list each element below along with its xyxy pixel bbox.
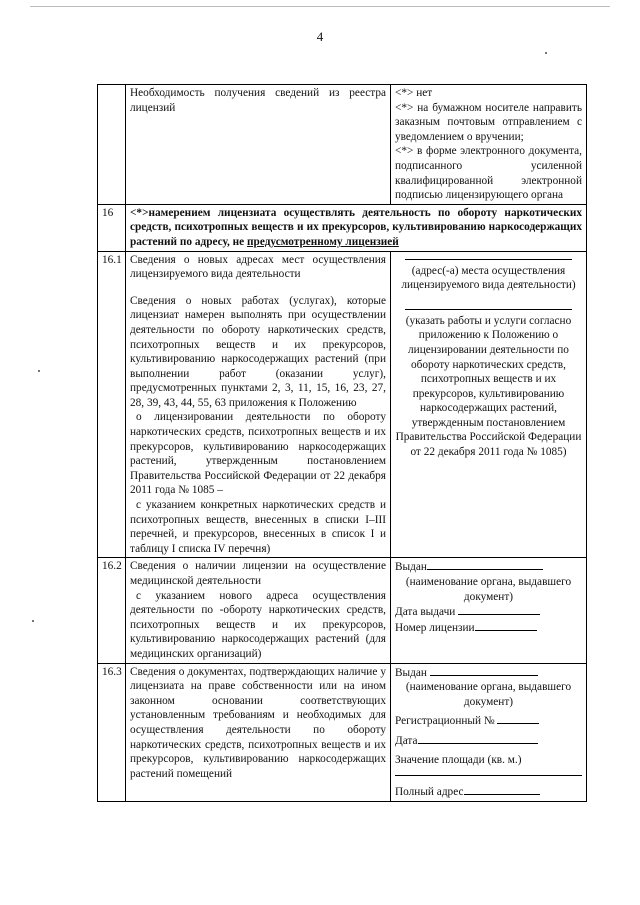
- table-row: [98, 204, 587, 251]
- new-addresses-info: [126, 251, 391, 558]
- row-number-16-3: 16.3: [98, 663, 126, 801]
- section-16-heading: [126, 204, 587, 251]
- row-number-16: 16: [98, 204, 126, 251]
- section-16-heading-text: <*>намерением лицензиата осуществлять деятельность по обороту наркотических средств, психотропных веществ и их прекурсоров, культивированию наркосодержащих растений по адресу, не предусмотренному лицензией: [130, 206, 582, 248]
- scan-speck: [545, 52, 547, 54]
- option-paper: <*> на бумажном носителе направить заказным почтовым отправлением с уведомлением о вручении;: [395, 101, 582, 143]
- new-addresses-fields: [391, 251, 587, 558]
- option-electronic: <*> в форме электронного документа, подписанного усиленной квалифицированной электронной подписью лицензирующего органа: [395, 145, 582, 202]
- issued-field[interactable]: [427, 559, 543, 570]
- works-caption: (указать работы и услуги согласно приложению к Положению о лицензировании деятельности по обороту наркотических средств, психотропных веществ и их прекурсоров, культивированию наркосодержащих растений, утвержденным постановлением Правительства Российской Федерации от 22 декабря 2011 года № 1085): [395, 314, 582, 459]
- works-fill-line[interactable]: [405, 309, 572, 310]
- row-number-cell: [98, 85, 126, 205]
- medical-license-fields: [391, 558, 587, 663]
- regulation-ref: о лицензировании деятельности по обороту наркотических средств, психотропных веществ и их прекурсоров, культивированию наркосодержащих растений, утвержденным постановлением Правительства Российской Федерации от 22 декабря 2011 года № 1085 –: [130, 411, 386, 497]
- full-address-label: Полный адрес: [395, 786, 464, 799]
- date-label: Дата: [395, 734, 418, 747]
- registry-info-label: Необходимость получения сведений из реестра лицензий: [126, 85, 391, 205]
- premises-docs-fields: [391, 663, 587, 801]
- substances-note: с указанием конкретных наркотических средств и психотропных веществ, внесенных в списки I–III перечней, и прекурсоров, внесенных в список I и таблицу I списка IV перечня): [130, 499, 386, 555]
- page-top-border: [30, 6, 610, 7]
- section-16-underlined-phrase: предусмотренному лицензией: [247, 235, 399, 248]
- license-number-field[interactable]: [475, 620, 537, 631]
- medical-license-info: [126, 558, 391, 663]
- option-no: <*> нет: [395, 87, 433, 99]
- scan-speck: [32, 620, 34, 622]
- page-number: 4: [316, 29, 324, 44]
- scan-speck: [38, 370, 40, 372]
- table-row: [98, 251, 587, 558]
- issue-date-label: Дата выдачи: [395, 606, 456, 619]
- issued-caption: (наименование органа, выдавшего документ): [405, 681, 572, 708]
- issue-date-field[interactable]: [458, 604, 540, 615]
- registration-number-field[interactable]: [497, 713, 539, 724]
- issued-label: Выдан: [395, 666, 427, 679]
- row-number-16-1: 16.1: [98, 251, 126, 558]
- license-number-label: Номер лицензии: [395, 621, 475, 634]
- address-caption: (адрес(-а) места осуществления лицензируемого вида деятельности): [401, 264, 576, 292]
- address-fill-line[interactable]: [405, 259, 572, 260]
- registry-info-options: [391, 85, 587, 205]
- medical-license-note: с указанием нового адреса осуществления деятельности по -обороту наркотических средств, психотропных веществ и их прекурсоров, культивированию наркосодержащих растений (для медицинских организаций): [130, 589, 386, 660]
- area-field[interactable]: [395, 775, 582, 776]
- area-label: Значение площади (кв. м.): [395, 753, 522, 766]
- row-number-16-2: 16.2: [98, 558, 126, 663]
- table-row: [98, 558, 587, 663]
- new-works-label: Сведения о новых работах (услугах), которые лицензиат намерен выполнять при осуществлении деятельности по обороту наркотических средств, психотропных веществ и их прекурсоров, культивированию наркосодержащих растений (при выполнении работ (оказании услуг), предусмотренных пунктами 2, 3, 11, 15, 16, 23, 27, 28, 39, 43, 44, 55, 63 приложения к Положению: [130, 294, 386, 409]
- issued-field[interactable]: [430, 665, 538, 676]
- registration-number-label: Регистрационный №: [395, 715, 495, 728]
- application-table: [97, 84, 587, 802]
- table-row: [98, 663, 587, 801]
- new-addresses-label: Сведения о новых адресах мест осуществления лицензируемого вида деятельности: [130, 253, 386, 281]
- issued-label: Выдан: [395, 561, 427, 574]
- full-address-field[interactable]: [464, 784, 540, 795]
- medical-license-label: Сведения о наличии лицензии на осуществление медицинской деятельности: [130, 560, 386, 587]
- premises-docs-info: Сведения о документах, подтверждающих наличие у лицензиата на праве собственности или на ином законном основании соответствующих установленным требованиям и необходимых для осуществления деятельности по обороту наркотических средств, психотропных веществ и их прекурсоров, культивированию наркосодержащих растений помещений: [126, 663, 391, 801]
- table-row: [98, 85, 587, 205]
- issued-caption: (наименование органа, выдавшего документ): [405, 576, 572, 603]
- date-field[interactable]: [418, 733, 538, 744]
